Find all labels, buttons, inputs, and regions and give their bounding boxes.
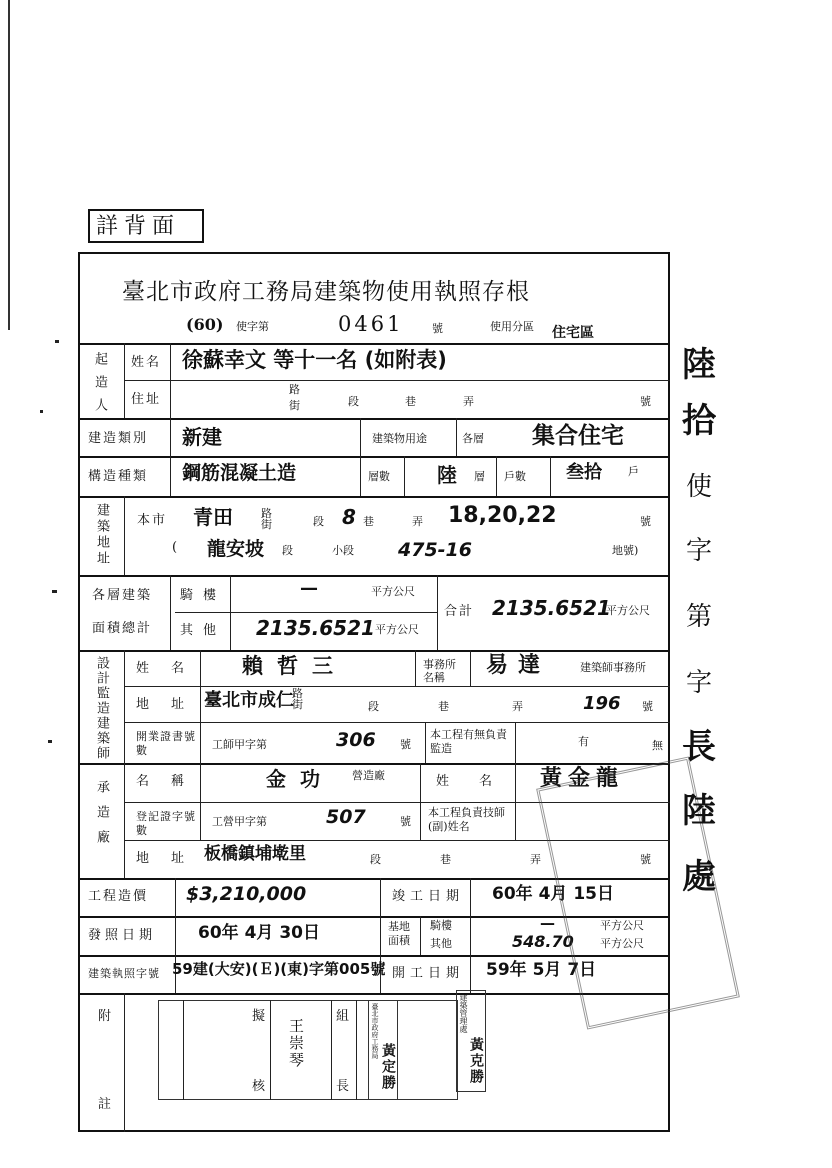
rule [331, 1000, 332, 1100]
contractor-addr-unit: 巷 [440, 853, 451, 866]
designer-cert-unit: 號 [400, 738, 411, 751]
rule [404, 456, 405, 496]
contractor-group-label: 承造廠 [94, 780, 109, 855]
margin-char: 字 [686, 668, 713, 698]
rule [183, 1000, 184, 1100]
rule [420, 802, 421, 840]
site-house-no: 18,20,22 [448, 503, 557, 528]
rule [470, 650, 471, 686]
designer-address-label: 地址 [136, 697, 207, 712]
seal-stamp-a: 王崇琴 [287, 1018, 305, 1069]
approval-row-label: 組 [336, 1009, 352, 1024]
scan-edge-mark [8, 0, 10, 330]
base-other-value: 548.70 [512, 932, 574, 951]
rule [496, 456, 497, 496]
rule [170, 418, 171, 496]
designer-addr-unit: 弄 [512, 700, 523, 713]
builder-addr-unit: 弄 [463, 395, 474, 408]
designer-cert-label: 開業證書號數 [136, 730, 196, 757]
remarks-label-bottom: 註 [98, 1097, 114, 1112]
total-label: 合計 [444, 604, 475, 619]
area-label-1: 各層建築 [92, 588, 153, 603]
engineer-label: 本工程負責技師(副)姓名 [428, 806, 505, 834]
scan-speck [48, 740, 52, 743]
building-use-prefix: 各層 [462, 432, 484, 445]
households-value: 叁拾 [566, 462, 602, 483]
scan-speck [55, 340, 59, 343]
total-value: 2135.6521 [492, 596, 611, 620]
margin-char: 字 [686, 536, 713, 566]
rule [78, 343, 670, 345]
seal-stamp-c-title: 建築管理處 [459, 993, 468, 1033]
builder-addr-unit: 段 [348, 395, 359, 408]
scan-speck [52, 590, 57, 593]
building-use-value: 集合住宅 [532, 423, 624, 449]
site-lane: 8 [342, 505, 356, 529]
scan-speck [40, 410, 43, 413]
permit-value: 59建(大安)(Ｅ)(東)字第005號 [172, 960, 386, 978]
base-arcade-value: — [540, 914, 555, 932]
margin-char: 處 [682, 857, 716, 897]
total-unit: 平方公尺 [606, 604, 650, 617]
other-unit: 平方公尺 [375, 623, 419, 636]
margin-char: 使 [686, 472, 713, 502]
designer-cert-prefix: 工師甲字第 [212, 738, 267, 751]
cost-value: $3,210,000 [186, 883, 307, 905]
contractor-addr-unit: 弄 [530, 853, 541, 866]
households-unit: 戶 [628, 465, 639, 478]
seal-stamp-c [456, 990, 486, 1092]
builder-name-label: 姓名 [131, 355, 162, 370]
contractor-name-value: 金功 [266, 767, 334, 791]
seal-stamp-c-name: 黃克勝 [468, 1037, 484, 1085]
permit-label: 建築執照字號 [88, 967, 160, 980]
rule [124, 993, 125, 1132]
designer-group-label: 設計監造建築師 [94, 656, 109, 761]
margin-char: 陸 [682, 791, 716, 831]
construction-type-label: 建造類別 [88, 431, 149, 446]
contractor-person-label: 姓名 [436, 774, 523, 789]
form-title: 臺北市政府工務局建築物使用執照存根 [122, 279, 530, 305]
zone-value: 住宅區 [552, 325, 594, 341]
license-suffix: 號 [432, 322, 443, 335]
rule [470, 878, 471, 993]
rule [78, 650, 670, 652]
arcade-unit: 平方公尺 [371, 585, 415, 598]
issue-label: 發照日期 [88, 928, 157, 943]
seal-stamp-b [368, 1000, 398, 1100]
base-arcade-unit: 平方公尺 [600, 919, 644, 932]
office-label: 事務所名稱 [423, 658, 456, 685]
supervisor-none: 無 [652, 739, 663, 752]
margin-char: 第 [686, 602, 713, 632]
base-other-unit: 平方公尺 [600, 937, 644, 950]
builder-group-label: 起造人 [92, 352, 107, 421]
rule [420, 763, 421, 802]
rule [78, 575, 670, 577]
rule [78, 496, 670, 498]
rule [124, 380, 670, 381]
rule [550, 456, 551, 496]
designer-addr-road-unit: 路街 [292, 687, 303, 711]
rule [360, 418, 361, 456]
contractor-addr-unit: 段 [370, 853, 381, 866]
contractor-reg-label: 登記證字號數 [136, 810, 196, 837]
rule [356, 1000, 357, 1100]
base-arcade-label: 騎樓 [430, 919, 452, 932]
rule [456, 418, 457, 456]
site-group-label: 建築地址 [94, 503, 109, 567]
building-use-label: 建築物用途 [372, 432, 427, 445]
margin-char: 長 [682, 727, 716, 767]
start-value: 59年 5月 7日 [486, 960, 597, 980]
office-value: 易達 [486, 653, 551, 678]
rule [515, 722, 516, 763]
approval-row-label: 長 [336, 1079, 352, 1094]
area-label-2: 面積總計 [92, 621, 153, 636]
rule [124, 722, 670, 723]
office-suffix: 建築師事務所 [580, 661, 646, 674]
designer-address-no: 196 [583, 693, 621, 714]
rule [124, 686, 670, 687]
other-label: 其他 [180, 623, 227, 638]
site-district: 龍安坡 [207, 538, 265, 560]
designer-addr-unit: 段 [368, 700, 379, 713]
site-city: 本市 [137, 513, 168, 528]
seal-stamp-b-title: 臺北市政府工務局 [371, 1003, 379, 1059]
floors-label: 層數 [368, 470, 390, 483]
rule [78, 418, 670, 420]
rule [360, 456, 361, 496]
designer-name-label: 姓名 [136, 661, 207, 676]
arcade-label: 騎樓 [180, 588, 227, 603]
rule [78, 763, 670, 765]
site-road-unit: 路街 [261, 507, 272, 531]
designer-address-no-unit: 號 [642, 700, 653, 713]
contractor-reg-prefix: 工營甲字第 [212, 815, 267, 828]
rule [420, 916, 421, 955]
start-label: 開工日期 [392, 966, 465, 981]
margin-char: 拾 [682, 401, 716, 441]
margin-char: 陸 [682, 345, 716, 385]
rule [175, 612, 437, 613]
rule [170, 575, 171, 650]
contractor-name-suffix: 營造廠 [352, 769, 385, 782]
license-prefix: 使字第 [236, 320, 269, 333]
construction-type-value: 新建 [182, 425, 222, 449]
rule [124, 343, 125, 418]
rule [437, 575, 438, 650]
site-open-paren: ( [172, 540, 178, 555]
builder-addr-unit: 路 [289, 383, 300, 396]
structure-type-label: 構造種類 [88, 469, 149, 484]
rule [270, 1000, 271, 1100]
site-house-unit: 號 [640, 515, 651, 528]
contractor-address-value: 板橋鎮埔墘里 [204, 844, 306, 864]
rule [124, 650, 125, 878]
site-lane-unit: 巷 [363, 515, 374, 528]
supervisor-label: 本工程有無負責監造 [430, 728, 507, 756]
rule [515, 802, 516, 840]
designer-address-value: 臺北市成仁 [204, 690, 294, 711]
rule [200, 722, 201, 763]
builder-addr-unit: 街 [289, 399, 300, 412]
license-number: 0461 [338, 312, 404, 336]
site-lot-label: 小段 [332, 544, 354, 557]
builder-address-label: 住址 [131, 392, 162, 407]
zone-label: 使用分區 [490, 320, 534, 333]
license-year: (60) [186, 315, 224, 334]
contractor-reg-unit: 號 [400, 815, 411, 828]
floors-value: 陸 [437, 463, 457, 487]
rule [170, 343, 171, 418]
stamp-label: 詳背面 [96, 214, 181, 239]
base-other-label: 其他 [430, 937, 452, 950]
rule [124, 496, 125, 575]
site-land-suffix: 地號) [612, 544, 639, 557]
structure-type-value: 鋼筋混凝土造 [182, 462, 297, 484]
approval-row-label: 擬 [252, 1009, 268, 1024]
arcade-value: — [300, 578, 318, 599]
builder-addr-unit: 號 [640, 395, 651, 408]
remarks-label-top: 附 [98, 1009, 114, 1024]
contractor-person-value: 黃金龍 [540, 766, 625, 791]
cost-label: 工程造價 [88, 889, 149, 904]
issue-value: 60年 4月 30日 [198, 923, 320, 943]
contractor-name-label: 名稱 [136, 774, 207, 789]
builder-name-value: 徐蘇幸文 等十一名 (如附表) [182, 348, 447, 372]
seal-stamp-b-name: 黃定勝 [380, 1043, 396, 1091]
completion-value: 60年 4月 15日 [492, 884, 614, 904]
rule [425, 722, 426, 763]
builder-addr-unit: 巷 [405, 395, 416, 408]
contractor-addr-unit: 號 [640, 853, 651, 866]
designer-cert-value: 306 [336, 729, 376, 751]
site-road: 青田 [193, 505, 233, 529]
rule [78, 456, 670, 458]
households-label: 戶數 [504, 470, 526, 483]
rule [230, 575, 231, 650]
approval-row-label: 核 [252, 1079, 268, 1094]
other-value: 2135.6521 [256, 616, 375, 640]
site-section-unit: 段 [313, 515, 324, 528]
site-district-unit: 段 [282, 544, 293, 557]
supervisor-has: 有 [578, 735, 589, 748]
floors-unit: 層 [474, 470, 485, 483]
designer-addr-unit: 巷 [438, 700, 449, 713]
contractor-reg-value: 507 [326, 806, 366, 828]
approval-box [158, 1000, 458, 1100]
base-area-label: 基地面積 [388, 920, 410, 948]
site-alley-unit: 弄 [412, 515, 423, 528]
site-lot-value: 475-16 [398, 539, 472, 561]
designer-name-value: 賴哲三 [242, 654, 347, 678]
detail-back-stamp [88, 209, 204, 243]
rule [415, 650, 416, 686]
rule [200, 802, 201, 840]
contractor-address-label: 地址 [136, 851, 207, 866]
completion-label: 竣工日期 [392, 889, 465, 904]
